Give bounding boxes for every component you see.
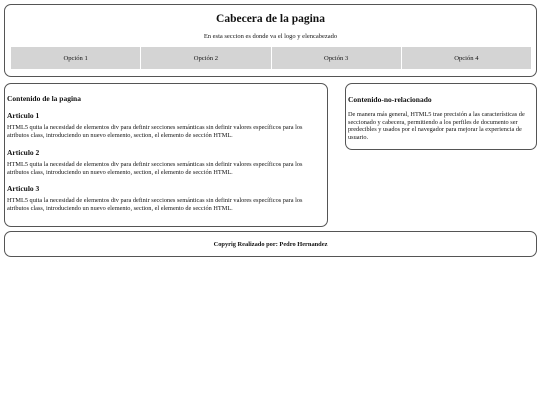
article-title: Articulo 3 [7, 184, 40, 194]
page-footer [4, 231, 537, 257]
article-text: HTML5 quita la necesidad de elementos div para definir secciones semánticas sin definir valores específicos para los atributos class, introduciendo un nuevo elemento, section, el elemento de sección HTML. [7, 197, 303, 213]
article-3 [7, 184, 325, 213]
footer-text: Copyrig Realizado por: Pedro Hernandez [213, 241, 328, 248]
header-subtitle: En esta seccion es donde va el logo y elencabezado [203, 33, 338, 40]
article-title: Articulo 2 [7, 147, 40, 157]
nav-option-2[interactable]: Opción 2 [141, 47, 270, 69]
article-text: HTML5 quita la necesidad de elementos div para definir secciones semánticas sin definir valores específicos para los atributos class, introduciendo un nuevo elemento, section, el elemento de sección HTML. [7, 124, 303, 139]
article-text: HTML5 quita la necesidad de elementos div para definir secciones semánticas sin definir valores específicos para los atributos class, introduciendo un nuevo elemento, section, el elemento de sección HTML. [7, 160, 303, 176]
article-1 [7, 111, 325, 140]
article-title: Articulo 1 [7, 111, 40, 120]
aside-heading: Contenido-no-relacionado [348, 95, 432, 104]
article-2 [7, 148, 325, 177]
header-title: Cabecera de la pagina [216, 13, 325, 25]
aside-text: De manera más general, HTML5 trae precisión a las características de seccionado y cabecera, permitiendo a los perfiles de documento ser predecibles y usados por el navegador para mejorar la experiencia de usuario. [348, 111, 525, 142]
nav-option-1[interactable]: Opción 1 [11, 47, 140, 69]
nav-option-3[interactable]: Opción 3 [272, 47, 401, 69]
aside-panel [345, 83, 537, 150]
nav-bar [11, 47, 531, 69]
main-content [4, 83, 328, 227]
page-header [4, 4, 537, 77]
main-heading: Contenido de la pagina [7, 94, 81, 103]
nav-option-4[interactable]: Opción 4 [402, 47, 531, 69]
